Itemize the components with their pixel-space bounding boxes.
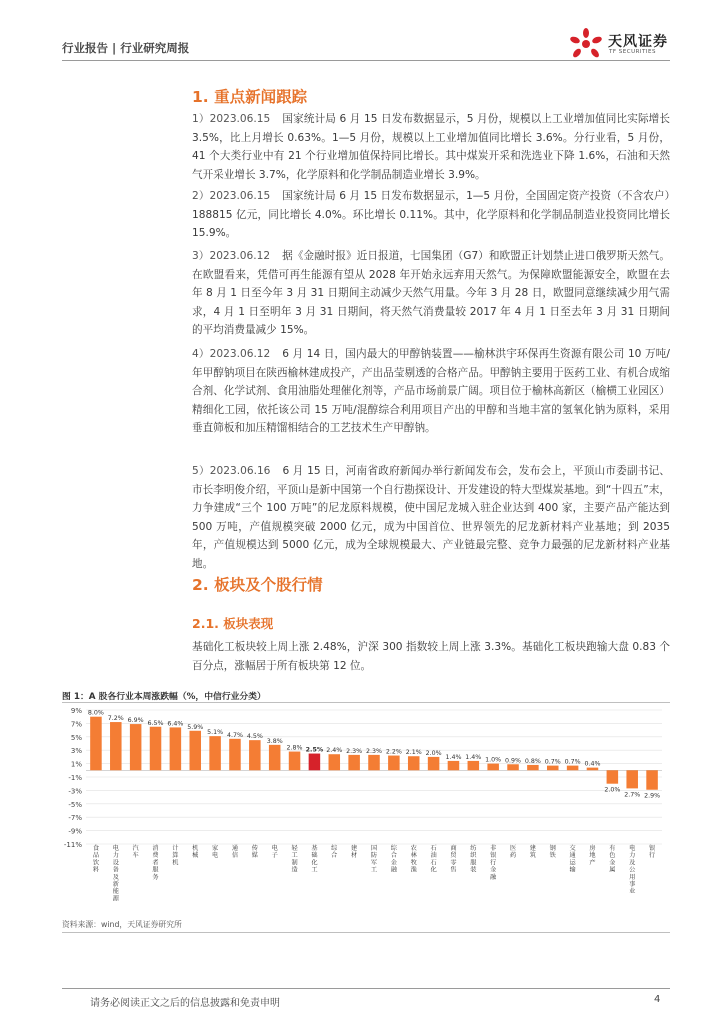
bar — [209, 736, 221, 770]
data-label: 2.1% — [405, 749, 422, 757]
data-label: 1.4% — [445, 753, 462, 761]
bar — [269, 745, 281, 770]
bar — [507, 764, 519, 770]
bar — [348, 755, 360, 770]
logo-name: 天风证券 — [608, 34, 668, 50]
section-heading-sector: 2. 板块及个股行情 — [192, 576, 323, 594]
data-label: 8.0% — [87, 709, 104, 717]
data-label: 3.8% — [266, 737, 283, 745]
bar — [249, 740, 261, 770]
data-label: 5.1% — [207, 729, 224, 737]
y-tick-label: -11% — [63, 841, 82, 849]
x-tick-label: 房地产 — [589, 845, 596, 867]
data-label: 6.4% — [167, 720, 184, 728]
data-label: 2.4% — [326, 747, 343, 755]
news-text: 国家统计局 6 月 15 日发布数据显示，1—5 月份，全国固定资产投资（不含农户）188815 亿元，同比增长 4.0%。环比增长 0.11%。其中，化学原料和化学制品制造业投资同比增长 15.9%。 — [192, 190, 670, 240]
x-tick-label: 有色金属 — [609, 845, 616, 874]
data-label: 0.9% — [505, 757, 522, 765]
bar — [547, 766, 559, 771]
bar — [468, 761, 480, 770]
subsection-heading: 2.1. 板块表现 — [192, 616, 274, 631]
x-tick-label: 汽车 — [132, 845, 139, 860]
page-number: 4 — [654, 994, 661, 1005]
footer-divider — [62, 988, 670, 989]
news-text: 据《金融时报》近日报道，七国集团（G7）和欧盟正计划禁止进口俄罗斯天然气。在欧盟看来，凭借可再生能源有望从 2028 年开始永远弃用天然气。为保障欧盟能源安全，欧盟在去年 8 月 1 日至今年 3 月 31 日期间主动减少天然气用量。今年 3 月 28 日，欧盟同意继续减少用气需求，4 月 1 日至明年 3 月 31 日期间，将天然气消费量较 2017 年 4 月 1 日至去年 3 月 31 日期间的平均消费量减少 15%。 — [192, 250, 670, 337]
x-tick-label: 建筑 — [529, 845, 536, 860]
bar — [110, 722, 122, 770]
data-label: 2.9% — [644, 792, 661, 800]
x-tick-label: 农林牧渔 — [410, 845, 417, 874]
bar — [626, 770, 638, 788]
x-tick-label: 银行 — [648, 845, 656, 860]
bar — [189, 731, 201, 771]
data-label: 5.9% — [187, 723, 204, 731]
bar — [289, 752, 301, 771]
data-label: 2.7% — [624, 791, 641, 799]
news-item-1 — [192, 110, 670, 184]
bar — [368, 755, 380, 770]
x-tick-label: 家电 — [212, 845, 219, 860]
figure-top-rule — [62, 702, 670, 703]
section-heading-news: 1. 重点新闻跟踪 — [192, 88, 308, 106]
x-tick-label: 钢铁 — [549, 845, 556, 860]
news-item-3 — [192, 247, 670, 340]
data-label: 0.7% — [564, 758, 581, 766]
y-tick-label: 5% — [70, 733, 82, 742]
data-label: 0.7% — [544, 758, 561, 766]
news-item-4 — [192, 345, 670, 438]
news-item-2 — [192, 187, 670, 243]
data-label: 2.3% — [346, 747, 363, 755]
x-tick-label: 传媒 — [251, 845, 258, 860]
x-tick-label: 轻工制造 — [291, 845, 298, 874]
x-tick-label: 非银行金融 — [490, 845, 497, 881]
news-date: 1）2023.06.15 — [192, 113, 271, 125]
x-tick-label: 交通运输 — [569, 845, 576, 874]
data-label: 1.4% — [465, 753, 482, 761]
data-label: 2.5% — [305, 746, 324, 754]
y-tick-label: 9% — [70, 707, 82, 715]
news-text: 6 月 15 日，河南省政府新闻办举行新闻发布会，发布会上，平顶山市委副书记、市长李明俊介绍，平顶山是新中国第一个自行勘探设计、开发建设的特大型煤炭基地。到“十四五”末，力争建成“三个 100 万吨”的尼龙原料规模，使中国尼龙城入驻企业达到 400 家，主要产品产能达到 500 万吨，产值规模突破 2000 亿元，成为中国首位、世界领先的尼龙新材料产业基地；到 2035 年，产值规模达到 5000 亿元，成为全球规模最大、产业链最完整、竞争力最强的尼龙新材料产业基地。 — [192, 465, 670, 570]
logo-subtitle: TF SECURITIES — [609, 49, 656, 55]
data-label: 2.2% — [385, 748, 402, 756]
figure-source: 资料来源：wind，天风证券研究所 — [62, 920, 182, 929]
x-tick-label: 计算机 — [172, 845, 179, 867]
x-tick-label: 机械 — [192, 845, 199, 860]
header-divider — [62, 60, 670, 61]
bar — [646, 770, 658, 789]
data-label: 2.3% — [366, 747, 382, 755]
data-label: 2.0% — [604, 786, 621, 794]
news-item-5 — [192, 462, 670, 574]
report-type: 行业报告 | 行业研究周报 — [62, 41, 190, 55]
industry-return-chart — [62, 704, 670, 916]
y-tick-label: 3% — [70, 747, 82, 756]
x-tick-label: 消费者服务 — [152, 845, 159, 881]
bar — [487, 764, 499, 771]
data-label: 2.0% — [425, 749, 442, 757]
x-tick-label: 基础化工 — [311, 845, 318, 874]
bar — [567, 766, 579, 771]
bar — [170, 727, 182, 770]
x-tick-label: 通信 — [231, 845, 239, 860]
sector-summary: 基础化工板块较上周上涨 2.48%，沪深 300 指数较上周上涨 3.3%。基础化工板块跑输大盘 0.83 个百分点，涨幅居于所有板块第 12 位。 — [192, 641, 670, 672]
bar — [587, 768, 599, 771]
disclaimer: 请务必阅读正文之后的信息披露和免责申明 — [90, 998, 280, 1009]
bar — [448, 761, 460, 770]
data-label: 1.0% — [485, 756, 502, 764]
data-label: 4.5% — [246, 733, 263, 741]
figure-title: 图 1：A 股各行业本周涨跌幅（%，中信行业分类） — [62, 692, 266, 702]
x-tick-label: 综合 — [331, 845, 338, 860]
x-tick-label: 电子 — [271, 845, 278, 860]
bar — [607, 770, 619, 783]
x-tick-label: 纺织服装 — [470, 845, 477, 874]
bar — [408, 756, 420, 770]
bar — [428, 757, 440, 770]
figure-bottom-rule — [62, 932, 670, 933]
data-label: 6.5% — [147, 719, 164, 727]
data-label: 4.7% — [226, 731, 243, 739]
bar — [309, 754, 321, 771]
bar — [329, 754, 341, 770]
news-date: 4）2023.06.12 — [192, 348, 271, 360]
x-tick-label: 综合金融 — [390, 845, 397, 874]
x-tick-label: 石油石化 — [430, 845, 437, 874]
y-tick-label: -5% — [68, 800, 82, 809]
bar — [90, 717, 102, 771]
y-tick-label: -1% — [68, 774, 82, 782]
x-tick-label: 医药 — [509, 845, 517, 860]
data-label: 0.8% — [524, 757, 541, 765]
data-label: 6.9% — [127, 717, 144, 725]
x-tick-label: 建材 — [351, 845, 358, 860]
y-tick-label: -3% — [68, 787, 82, 796]
bar — [150, 727, 162, 771]
news-date: 3）2023.06.12 — [192, 250, 271, 262]
y-tick-label: -7% — [68, 814, 82, 823]
y-tick-label: 1% — [70, 760, 82, 769]
x-tick-label: 国防军工 — [370, 845, 378, 874]
data-label: 7.2% — [107, 715, 124, 723]
news-date: 2）2023.06.15 — [192, 190, 271, 202]
bar — [130, 724, 142, 770]
x-tick-label: 商贸零售 — [450, 845, 457, 874]
data-label: 2.8% — [286, 744, 303, 752]
news-date: 5）2023.06.16 — [192, 465, 271, 477]
y-tick-label: 7% — [70, 720, 82, 729]
news-text: 国家统计局 6 月 15 日发布数据显示，5 月份，规模以上工业增加值同比实际增长 3.5%，比上月增长 0.63%。1—5 月份，规模以上工业增加值同比增长 3.6%。分行业看，5 月份，41 个大类行业中有 21 个行业增加值保持同比增长。其中煤炭开采和洗选业下降 1.6%，石油和天然气开采业增长 3.7%，化学原料和化学制品制造业增长 3.9%。 — [192, 113, 670, 181]
bar — [527, 765, 539, 770]
news-text: 6 月 14 日，国内最大的甲醇钠装置——榆林洪宇环保再生资源有限公司 10 万吨/年甲醇钠项目在陕西榆林建成投产，产出品莹剔透的合格产品。甲醇钠主要用于医药工业、有机合成缩合剂、化学试剂、食用油脂处理催化剂等，产品市场前景广阔。项目位于榆林高新区（榆横工业园区）精细化工园，依托该公司 15 万吨/混醇综合利用项目产出的甲醇和当地丰富的氢氧化钠为原料，采用垂直筛板和加压精馏相结合的工艺技术生产甲醇钠。 — [192, 348, 670, 435]
x-tick-label: 电力设备及新能源 — [112, 845, 119, 903]
x-tick-label: 电力及公用事业 — [629, 845, 636, 896]
bar — [388, 756, 400, 771]
y-tick-label: -9% — [68, 827, 82, 836]
data-label: 0.4% — [584, 760, 601, 768]
x-tick-label: 食品饮料 — [92, 845, 100, 874]
bar — [229, 739, 241, 770]
